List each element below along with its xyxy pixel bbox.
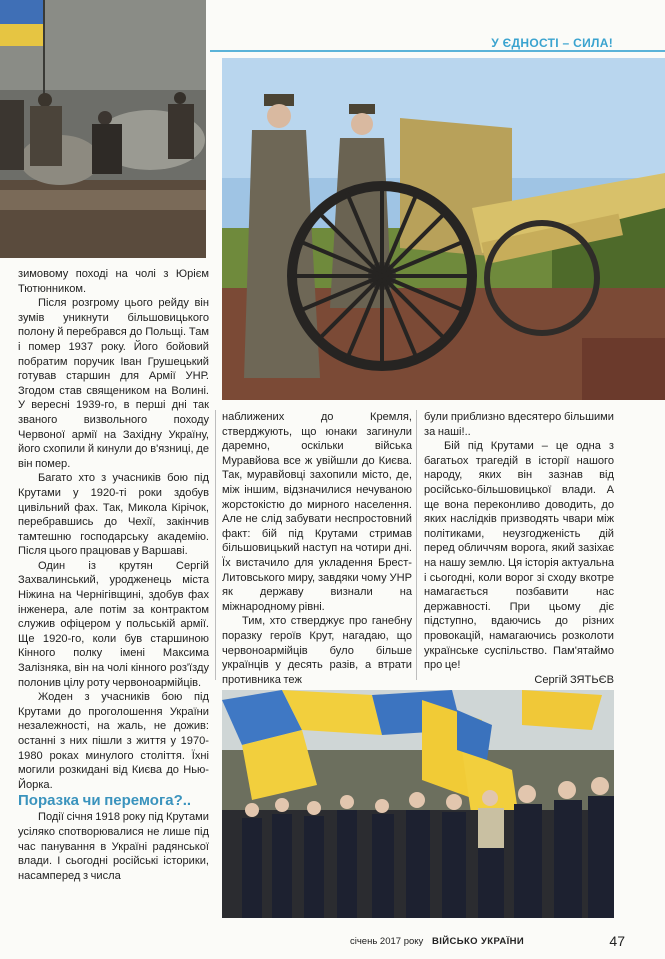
- photo-cannon: [222, 58, 665, 400]
- paragraph: Жоден з учасників бою під Крутами до проголошення України незалежності, на жаль, не дожив: останні з них пішли з життя у 1970-1980 роках минулого століття. Їхні могили розкидані від Києва до Нью-Йорка.: [18, 691, 209, 791]
- paragraph: зимовому поході на чолі з Юрієм Тютюнником.: [18, 268, 209, 295]
- paragraph: Після розгрому цього рейду він зумів уникнути більшовицького полону й перебрався до Польщі. Там і помер 1937 року. Його бойовий побратим поручик Іван Грушецький готував старшин для Армії УНР. Згодом став священиком на Волині. У вересні 1939-го, в перші дні так званого визвольного походу Червоної армії на Західну Україну, його схопили й кинули до в'язниці, де він помер.: [18, 297, 209, 470]
- section-tagline: У ЄДНОСТІ – СИЛА!: [491, 36, 613, 50]
- section-subheading: Поразка чи перемога?..: [18, 792, 192, 810]
- page-number: 47: [609, 933, 625, 949]
- column-left: [18, 267, 209, 883]
- paragraph: Тим, хто стверджує про ганебну поразку героїв Крут, нагадаю, що червоноармійців було більше українців у десять разів, а втрати противника теж: [222, 615, 412, 686]
- paragraph: Багато хто з учасників бою під Крутами у 1920-ті роки здобув цивільний фах. Так, Микола Кірічок, перебравшись до Чехії, закінчив тамтешню господарську академію. Після цього працював у Варшаві.: [18, 472, 209, 558]
- magazine-title: ВІЙСЬКО УКРАЇНИ: [431, 936, 525, 947]
- author-signature: Сергій ЗЯТЬЄВ: [534, 673, 614, 686]
- column-right: [424, 410, 614, 687]
- column-divider: [416, 410, 417, 680]
- column-middle: [222, 410, 412, 687]
- paragraph: Один із крутян Сергій Захвалинський, уродженець міста Ніжина на Чернігівщині, здобув фах інженера, але потім за контрактом служив офіцером у польській армії. Ще 1920-го, коли був старшиною Кінного полку імені Максима Залізняка, він на чолі кінного роз'їзду полонив цілу роту червоноармійців.: [18, 559, 209, 689]
- page-footer: [350, 936, 524, 947]
- issue-date: січень 2017 року: [350, 936, 424, 947]
- paragraph: Бій під Крутами – це одна з багатьох трагедій в історії нашого народу, яких він зазнав від російсько-більшовицької влади. А ще вона переконливо доводить, до яких наслідків призводять чвари між політиками, неузгодженість дій перед обличчям ворога, який зазіхає на нашу землю. Ця історія актуальна і сьогодні, коли ворог зі сходу вкотре намагається позбавити нас державності. При цьому діє підступно, вдаючись до різних провокацій, намагаючись розколоти українське суспільство. Пам'ятаймо про це!: [424, 440, 614, 672]
- photo-flag-march: [222, 690, 614, 918]
- paragraph: Події січня 1918 року під Крутами усіляко спотворювалися не лише під час панування в Україні радянської влади. І сьогодні російські історики, насамперед з числа: [18, 811, 209, 882]
- column-divider: [215, 410, 216, 680]
- paragraph: наближених до Кремля, стверджують, що юнаки загинули даремно, оскільки війська Муравйова все ж увійшли до Києва. Так, муравйовці захопили місто, де, між іншим, відзначилися нечуваною жорстокістю до мирного населення. Але не слід забувати неспростовний факт: бій під Крутами стримав більшовицький наступ на чотири дні. Їх вистачило для укладення Брест-Литовського миру, завдяки чому УНР як державу визнали на міжнародному рівні.: [222, 411, 412, 613]
- paragraph: були приблизно вдесятеро більшими за наші!..: [424, 411, 614, 438]
- photo-reenactment: [0, 0, 206, 258]
- header-rule: [210, 50, 665, 52]
